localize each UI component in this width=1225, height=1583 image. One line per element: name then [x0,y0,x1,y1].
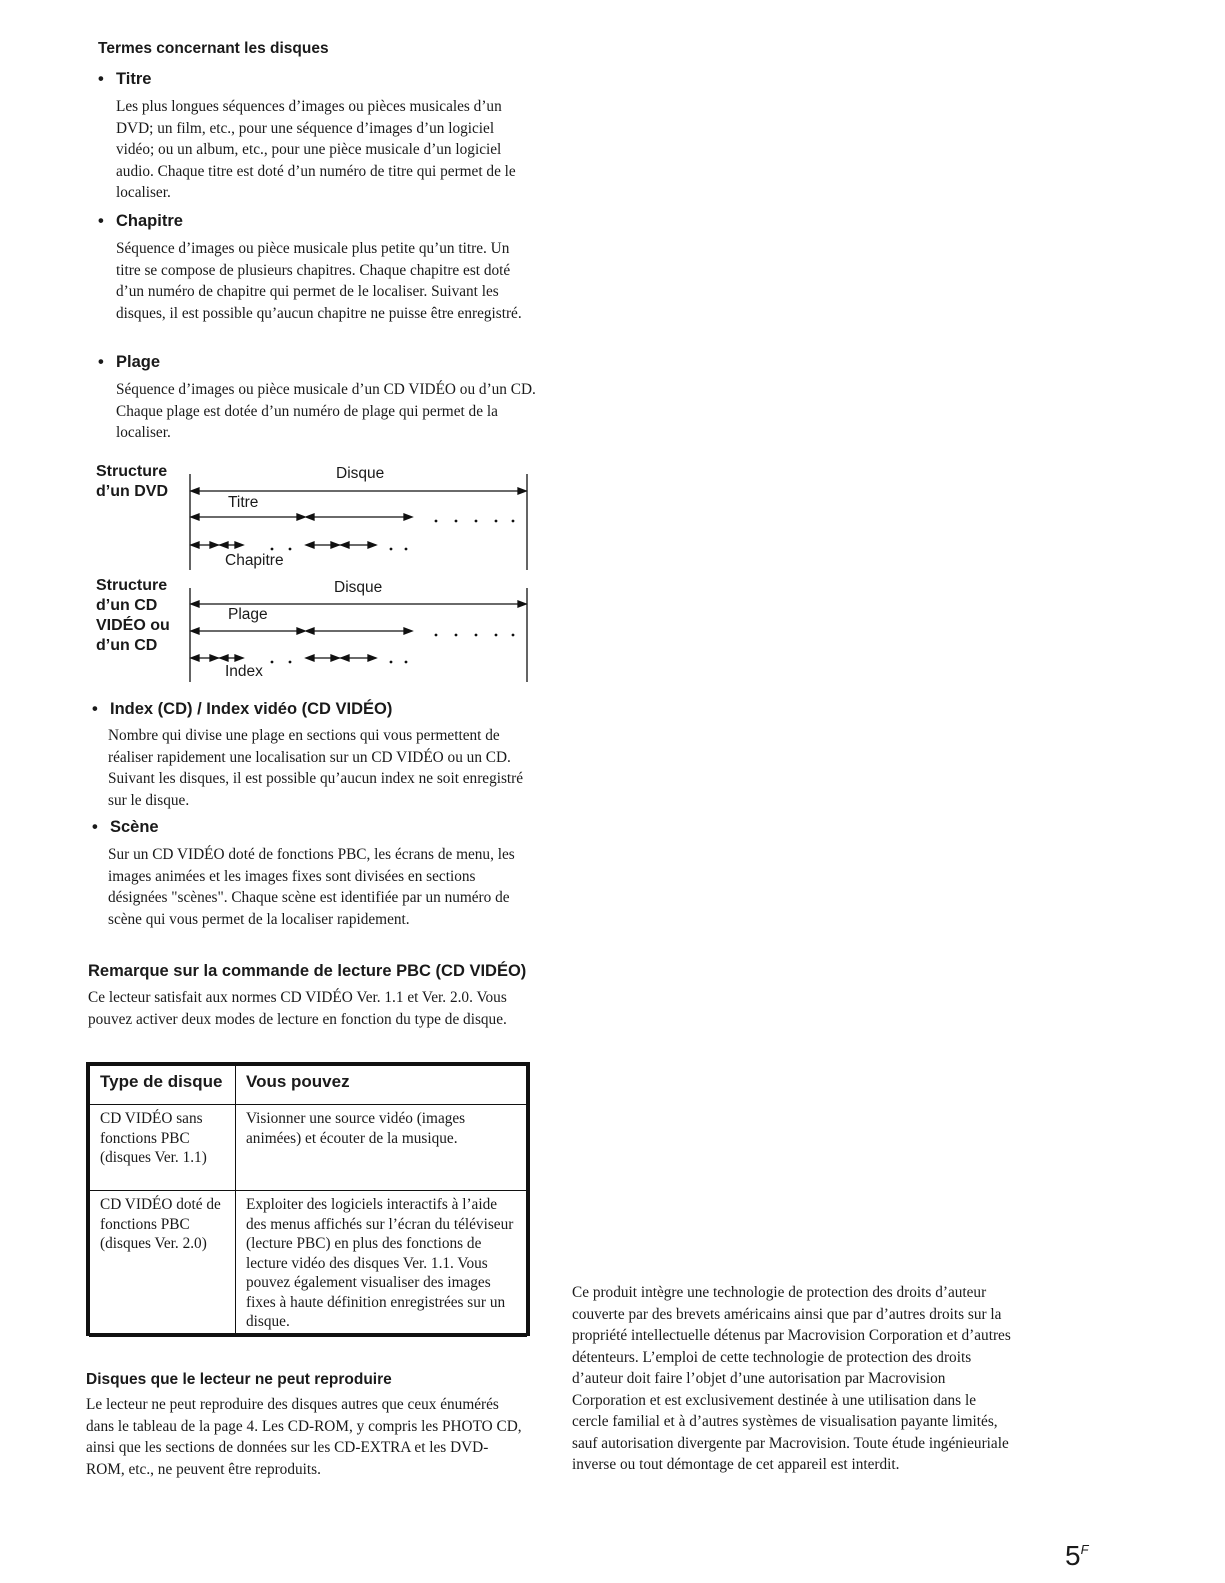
label-line: d’un DVD [96,483,168,500]
label-line: d’un CD [96,597,158,614]
term-title-index [92,700,392,719]
term-text-scene: Sur un CD VIDÉO doté de fonctions PBC, les écrans de menu, les images animées et les images fixes sont divisées en sections désignées "scènes". Chaque scène est identifiée par un numéro de scène qui vous permet de la localiser rapidement. [108,846,515,928]
term-title-label: Scène [110,818,159,836]
bullet-icon: • [98,70,104,88]
page-number [1065,1540,1089,1572]
bullet-icon: • [98,212,104,230]
pbc-note-heading: Remarque sur la commande de lecture PBC (CD VIDÉO) [88,962,527,980]
table-cell: CD VIDÉO sans fonctions PBC (disques Ver. 1.1) [90,1105,236,1191]
table-cell: Visionner une source vidéo (images animées) et écouter de la musique. [236,1105,527,1191]
label-line: d’un CD [96,637,158,654]
pbc-table [86,1062,530,1336]
label-line: VIDÉO ou [96,617,170,634]
term-text-titre: Les plus longues séquences d’images ou pièces musicales d’un DVD; un film, etc., pour une séquence d’images d’un logiciel vidéo; ou un album, etc., pour une pièce musicale d’un logiciel audio. Chaque titre est doté d’un numéro de titre qui permet de le localiser. [116,98,516,201]
table-row [90,1105,527,1191]
copyright-notice: Ce produit intègre une technologie de protection des droits d’auteur couverte par des brevets américains ainsi que par d’autres droits sur la propriété intellectuelle détenus par Macrovision Corporation et d’autres détenteurs. L’emploi de cette technologie de protection des droits d’auteur doit faire l’objet d’une autorisation par Macrovision Corporation et est exclusivement destinée à une utilisation dans le cercle familial et à d’autres systèmes de visualisation payante limités, sauf autorisation divergente par Macrovision. Toute étude ingénieuriale inverse ou tout démontage de cet appareil est interdit. [572,1284,1011,1473]
unplayable-text: Le lecteur ne peut reproduire des disques autres que ceux énumérés dans le tableau de la page 4. Les CD-ROM, y compris les PHOTO CD, ainsi que les sections de données sur les CD-EXTRA et les DVD-ROM, etc., ne peuvent être reproduits. [86,1396,522,1478]
term-title-scene [92,818,159,837]
term-title-label: Index (CD) / Index vidéo (CD VIDÉO) [110,700,393,718]
section-heading: Termes concernant les disques [98,40,329,57]
label-line: Structure [96,577,168,594]
table-cell: CD VIDÉO doté de fonctions PBC (disques Ver. 2.0) [90,1191,236,1337]
dvd-title-label: Titre [228,494,259,511]
label-line: Structure [96,463,168,480]
bullet-icon: • [92,700,98,718]
page-number-value: 5 [1065,1540,1081,1571]
page-number-suffix: F [1080,1542,1089,1557]
cd-structure-diagram [186,584,536,686]
term-title-label: Plage [116,353,161,371]
cd-disc-label: Disque [334,579,383,596]
bullet-icon: • [98,353,104,371]
table-cell: Exploiter des logiciels interactifs à l’aide des menus affichés sur l’écran du téléviseur (lecture PBC) en plus des fonctions de lecture vidéo des disques Ver. 1.1. Vous pouvez également visualiser des images fixes à haute définition enregistrées sur un disque. [236,1191,527,1337]
term-title-chapitre [98,212,183,231]
table-header-cell: Vous pouvez [236,1066,527,1105]
cd-index-label: Index [225,663,263,680]
pbc-note-text: Ce lecteur satisfait aux normes CD VIDÉO Ver. 1.1 et Ver. 2.0. Vous pouvez activer deux modes de lecture en fonction du type de disque. [88,989,507,1028]
dvd-chapter-label: Chapitre [225,552,284,569]
term-title-plage [98,353,160,372]
term-text-plage: Séquence d’images ou pièce musicale d’un CD VIDÉO ou d’un CD. Chaque plage est dotée d’un numéro de plage qui permet de la localiser. [116,381,536,441]
table-row [90,1191,527,1337]
table-header-row [90,1066,527,1105]
dvd-disc-label: Disque [336,465,385,482]
bullet-icon: • [92,818,98,836]
dvd-structure-diagram [186,470,536,575]
table-header-cell: Type de disque [90,1066,236,1105]
term-text-chapitre: Séquence d’images ou pièce musicale plus petite qu’un titre. Un titre se compose de plusieurs chapitres. Chaque chapitre est doté d’un numéro de chapitre qui permet de le localiser. Suivant les disques, il est possible qu’aucun chapitre ne puisse être enregistré. [116,240,522,322]
term-title-titre [98,70,151,89]
term-text-index: Nombre qui divise une plage en sections qui vous permettent de réaliser rapidement une localisation sur un CD VIDÉO ou un CD. Suivant les disques, il est possible qu’aucun index ne soit enregistré sur le disque. [108,727,524,809]
dvd-structure-label [96,462,168,502]
term-title-label: Titre [116,70,152,88]
cd-structure-label [96,576,170,656]
unplayable-heading: Disques que le lecteur ne peut reproduire [86,1371,392,1388]
term-title-label: Chapitre [116,212,183,230]
cd-track-label: Plage [228,606,268,623]
